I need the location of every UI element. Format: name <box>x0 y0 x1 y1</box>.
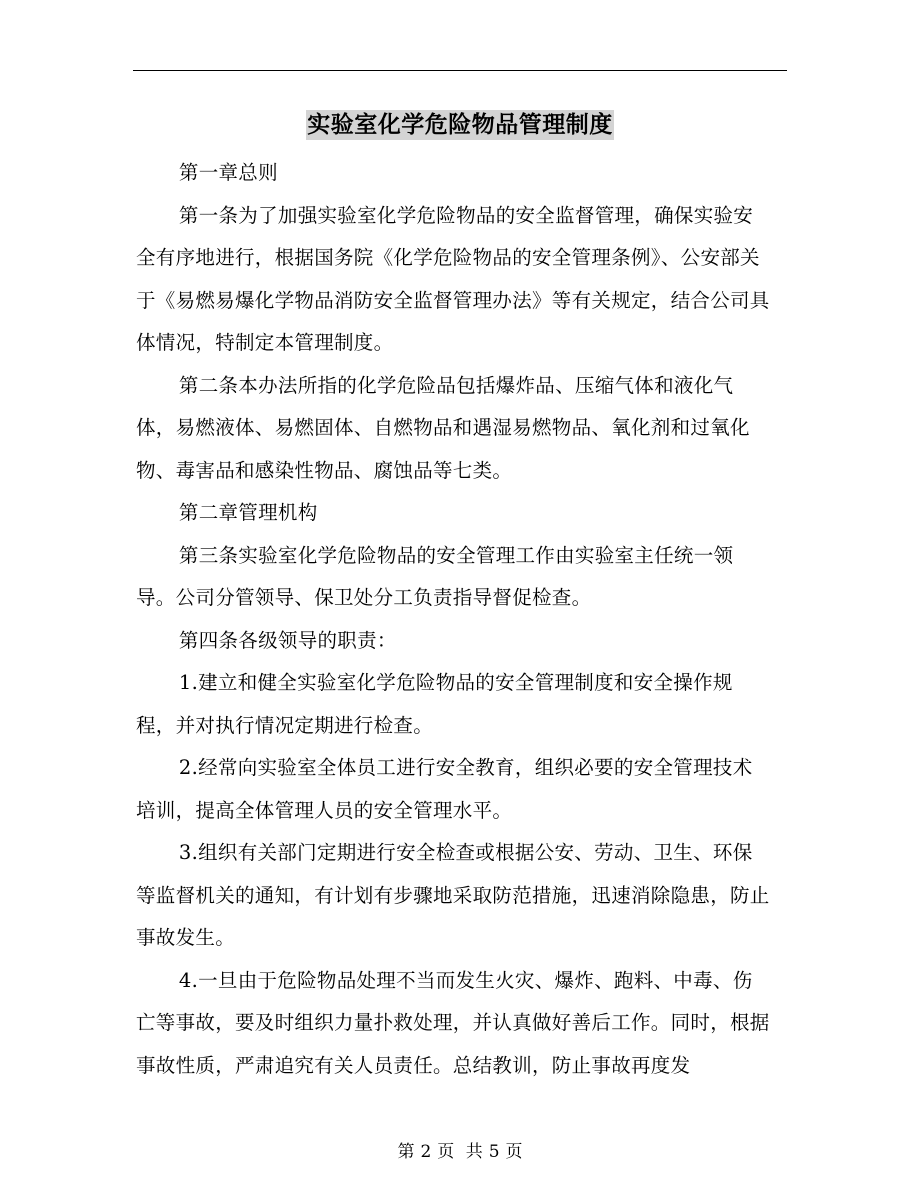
article-paragraph: 第一条为了加强实验室化学危险物品的安全监督管理，确保实验安全有序地进行，根据国务院《化学危险物品的安全管理条例》、公安部关于《易燃易爆化学物品消防安全监督管理办法》等有关规定，结合公司具体情况，特制定本管理制度。 <box>136 203 770 354</box>
list-item-paragraph: 3.组织有关部门定期进行安全检查或根据公安、劳动、卫生、环保等监督机关的通知，有计划有步骤地采取防范措施，迅速消除隐患，防止事故发生。 <box>136 841 770 949</box>
list-item-paragraph: 1.建立和健全实验室化学危险物品的安全管理制度和安全操作规程，并对执行情况定期进行检查。 <box>136 671 733 737</box>
article-paragraph: 第四条各级领导的职责： <box>178 628 397 652</box>
page-footer <box>0 1140 920 1164</box>
document-body <box>136 152 772 1087</box>
footer-total-pages: 5 <box>488 1142 500 1162</box>
article-paragraph: 第二条本办法所指的化学危险品包括爆炸品、压缩气体和液化气体，易燃液体、易燃固体、自燃物品和遇湿易燃物品、氧化剂和过氧化物、毒害品和感染性物品、腐蚀品等七类。 <box>136 373 750 482</box>
title-container <box>0 110 920 140</box>
chapter-heading: 第一章总则 <box>178 161 278 184</box>
list-item-paragraph: 4.一旦由于危险物品处理不当而发生火灾、爆炸、跑料、中毒、伤亡等事故，要及时组织力量扑救处理，并认真做好善后工作。同时，根据事故性质，严肃追究有关人员责任。总结教训，防止事故再度发 <box>136 968 770 1077</box>
document-title: 实验室化学危险物品管理制度 <box>307 112 613 138</box>
footer-prefix: 第 <box>397 1142 415 1162</box>
footer-suffix: 页 <box>505 1142 523 1162</box>
list-item-paragraph: 2.经常向实验室全体员工进行安全教育，组织必要的安全管理技术培训，提高全体管理人员的安全管理水平。 <box>136 756 753 822</box>
chapter-heading: 第二章管理机构 <box>178 501 318 524</box>
footer-middle: 页 共 <box>437 1142 483 1162</box>
article-paragraph: 第三条实验室化学危险物品的安全管理工作由实验室主任统一领导。公司分管领导、保卫处分工负责指导督促检查。 <box>136 543 734 609</box>
header-rule <box>133 70 787 71</box>
footer-current-page: 2 <box>420 1142 432 1162</box>
